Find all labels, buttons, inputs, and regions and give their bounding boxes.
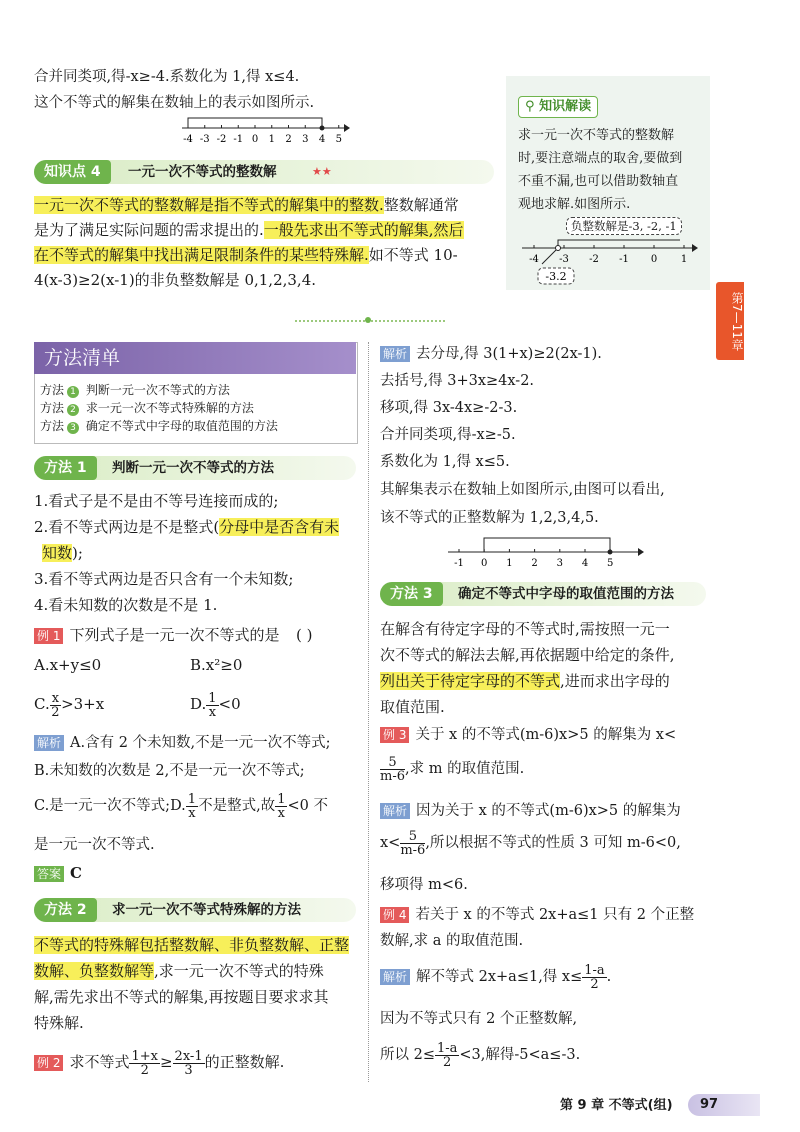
footer-chapter: 第 9 章 不等式(组) — [560, 1098, 673, 1113]
knowledge-box-title: ⚲ 知识解读 — [518, 96, 598, 118]
axis-tick-label: 0 — [251, 134, 259, 145]
axis-tick-label: -2 — [216, 134, 227, 145]
text-line: 数解、负整数解等,求一元一次不等式的特殊 — [34, 962, 324, 980]
divider-dot — [365, 317, 371, 323]
option-c: C. $\frac{x}{2}$ >3+x — [34, 690, 105, 720]
text-line: 1.看式子是不是由不等号连接而成的; — [34, 492, 279, 510]
answer-line: 答案 C — [34, 862, 82, 884]
text-line: 在不等式的解集中找出满足限制条件的某些特殊解.如不等式 10- — [34, 246, 458, 264]
knowledge-tag: 知识点 4 — [34, 160, 111, 184]
example-label: 例 1 — [34, 628, 63, 644]
analysis-line: 解析 A.含有 2 个未知数,不是一元一次不等式; — [34, 732, 331, 754]
method-tag: 方法 1 — [34, 456, 97, 480]
methods-list-item[interactable]: 方法 2 求一元一次不等式特殊解的方法 — [40, 401, 254, 415]
analysis-line: 系数化为 1,得 x≤5. — [380, 454, 510, 470]
example-label: 例 2 — [34, 1055, 63, 1071]
text-line: 一元一次不等式的整数解是指不等式的解集中的整数.整数解通常 — [34, 196, 459, 214]
text-line: 时,要注意端点的取舍,要做到 — [518, 151, 683, 166]
number-line-sidebar — [520, 234, 700, 290]
column-divider — [368, 342, 369, 1082]
analysis-line: 所以 2≤ $\frac{1-a}{2}$ <3,解得-5<a≤-3. — [380, 1040, 581, 1070]
axis-tick-label: -2 — [589, 254, 599, 265]
page-number: 97 — [688, 1094, 760, 1116]
analysis-line: 该不等式的正整数解为 1,2,3,4,5. — [380, 510, 599, 526]
answer-label: 答案 — [34, 866, 64, 882]
methods-list-item[interactable]: 方法 1 判断一元一次不等式的方法 — [40, 383, 230, 397]
axis-tick-label: 0 — [650, 254, 658, 265]
analysis-label: 解析 — [380, 803, 410, 819]
method-tag: 方法 2 — [34, 898, 97, 922]
number-line-right — [446, 532, 646, 572]
lightbulb-icon: ⚲ — [525, 99, 535, 114]
axis-tick-label: 3 — [556, 558, 563, 569]
option-a: A.x+y≤0 — [34, 656, 102, 674]
example-line: 例 4 若关于 x 的不等式 2x+a≤1 只有 2 个正整 — [380, 904, 694, 926]
analysis-line: x< $\frac{5}{m-6}$ ,所以根据不等式的性质 3 可知 m-6<0, — [380, 828, 681, 858]
analysis-line: 解析 因为关于 x 的不等式(m-6)x>5 的解集为 — [380, 800, 681, 822]
axis-tick-label: -4 — [529, 254, 539, 265]
method-tag: 方法 3 — [380, 582, 443, 606]
example-line: 例 3 关于 x 的不等式(m-6)x>5 的解集为 x< — [380, 724, 676, 746]
analysis-line: B.未知数的次数是 2,不是一元一次不等式; — [34, 763, 305, 779]
axis-tick-label: 1 — [680, 254, 688, 265]
axis-tick-label: -1 — [233, 134, 244, 145]
analysis-line: 解析 解不等式 2x+a≤1,得 x≤ $\frac{1-a}{2}$ . — [380, 960, 611, 994]
axis-tick-label: 4 — [581, 558, 589, 569]
example-line: 例 2 求不等式 $\frac{1+x}{2}$ ≥ $\frac{2x-1}{3}$ 的正整数解. — [34, 1044, 284, 1080]
text-line: 4.看未知数的次数是不是 1. — [34, 596, 218, 614]
analysis-label: 解析 — [380, 346, 410, 362]
method-title: 判断一元一次不等式的方法 — [112, 460, 274, 476]
text-line: 这个不等式的解集在数轴上的表示如图所示. — [34, 95, 315, 111]
analysis-line: 解析 去分母,得 3(1+x)≥2(2x-1). — [380, 342, 602, 366]
axis-tick-label: 5 — [335, 134, 342, 145]
answer-paren: ( ) — [296, 626, 313, 644]
text-line: 在解含有待定字母的不等式时,需按照一元一 — [380, 620, 670, 638]
example-label: 例 4 — [380, 907, 409, 923]
axis-tick-label: 2 — [531, 558, 538, 569]
example-line: 例 1 下列式子是一元一次不等式的是 — [34, 624, 279, 646]
axis-tick-label: -3 — [199, 134, 210, 145]
text-line: 求一元一次不等式的整数解 — [518, 128, 675, 143]
text-line: 列出关于待定字母的不等式,进而求出字母的 — [380, 672, 670, 690]
text-line: 2.看不等式两边是不是整式(分母中是否含有未 — [34, 518, 340, 536]
methods-list-title: 方法清单 — [34, 342, 356, 374]
option-b: B.x²≥0 — [190, 656, 243, 674]
axis-tick-label: -3 — [559, 254, 569, 265]
axis-tick-label: 1 — [506, 558, 513, 569]
knowledge-title: 一元一次不等式的整数解 — [128, 164, 277, 180]
methods-list-item[interactable]: 方法 3 确定不等式中字母的取值范围的方法 — [40, 419, 278, 433]
text-line: 特殊解. — [34, 1014, 84, 1032]
chapter-tab[interactable]: 第7—11章 — [716, 282, 744, 360]
text-line: 观地求解.如图所示. — [518, 197, 631, 212]
method-title: 求一元一次不等式特殊解的方法 — [112, 902, 301, 918]
analysis-line: 移项得 m<6. — [380, 877, 468, 893]
text-line: 是为了满足实际问题的需求提出的.一般先求出不等式的解集,然后 — [34, 221, 464, 239]
axis-tick-label: 3 — [302, 134, 309, 145]
axis-tick-label: 4 — [318, 134, 326, 145]
star-icon: ★★ — [312, 165, 332, 178]
analysis-line: C.是一元一次不等式;D. $\frac{1}{x}$ 不是整式,故 $\frac{1}{x}$ <0 不 — [34, 791, 328, 821]
text-line: 解,需先求出不等式的解集,再按题目要求求其 — [34, 988, 329, 1006]
example-line: 数解,求 a 的取值范围. — [380, 933, 524, 949]
axis-tick-label: -1 — [454, 558, 464, 569]
analysis-line: 合并同类项,得-x≥-5. — [380, 427, 516, 443]
text-line: 4(x-3)≥2(x-1)的非负整数解是 0,1,2,3,4. — [34, 271, 317, 289]
analysis-line: 去括号,得 3+3x≥4x-2. — [380, 373, 535, 389]
analysis-line: 其解集表示在数轴上如图所示,由图可以看出, — [380, 482, 665, 498]
example-label: 例 3 — [380, 727, 409, 743]
text-line: 次不等式的解法去解,再依据题中给定的条件, — [380, 646, 675, 664]
text-line: 不重不漏,也可以借助数轴直 — [518, 174, 679, 189]
text-line: 3.看不等式两边是否只含有一个未知数; — [34, 570, 294, 588]
axis-tick-label: 2 — [285, 134, 292, 145]
callout: 负整数解是-3, -2, -1 — [566, 217, 682, 235]
analysis-label: 解析 — [380, 969, 410, 985]
analysis-line: 移项,得 3x-4x≥-2-3. — [380, 400, 518, 416]
analysis-label: 解析 — [34, 735, 64, 751]
text-line: 不等式的特殊解包括整数解、非负整数解、正整 — [34, 936, 350, 954]
text-line: 知数); — [42, 544, 83, 562]
analysis-line: 因为不等式只有 2 个正整数解, — [380, 1011, 578, 1027]
axis-tick-label: -4 — [183, 134, 193, 145]
method-title: 确定不等式中字母的取值范围的方法 — [458, 586, 674, 602]
example-line: $\frac{5}{m-6}$ ,求 m 的取值范围. — [380, 754, 525, 784]
axis-tick-label: -1 — [619, 254, 629, 265]
point-label: -3.2 — [545, 270, 567, 283]
text-line: 取值范围. — [380, 698, 445, 716]
text-line: 合并同类项,得-x≥-4.系数化为 1,得 x≤4. — [34, 69, 300, 85]
option-d: D. $\frac{1}{x}$ <0 — [190, 690, 241, 720]
axis-tick-label: 0 — [481, 558, 488, 569]
axis-tick-label: 1 — [268, 134, 275, 145]
axis-tick-label: 5 — [607, 558, 614, 569]
number-line-top — [180, 114, 350, 150]
analysis-line: 是一元一次不等式. — [34, 837, 155, 853]
